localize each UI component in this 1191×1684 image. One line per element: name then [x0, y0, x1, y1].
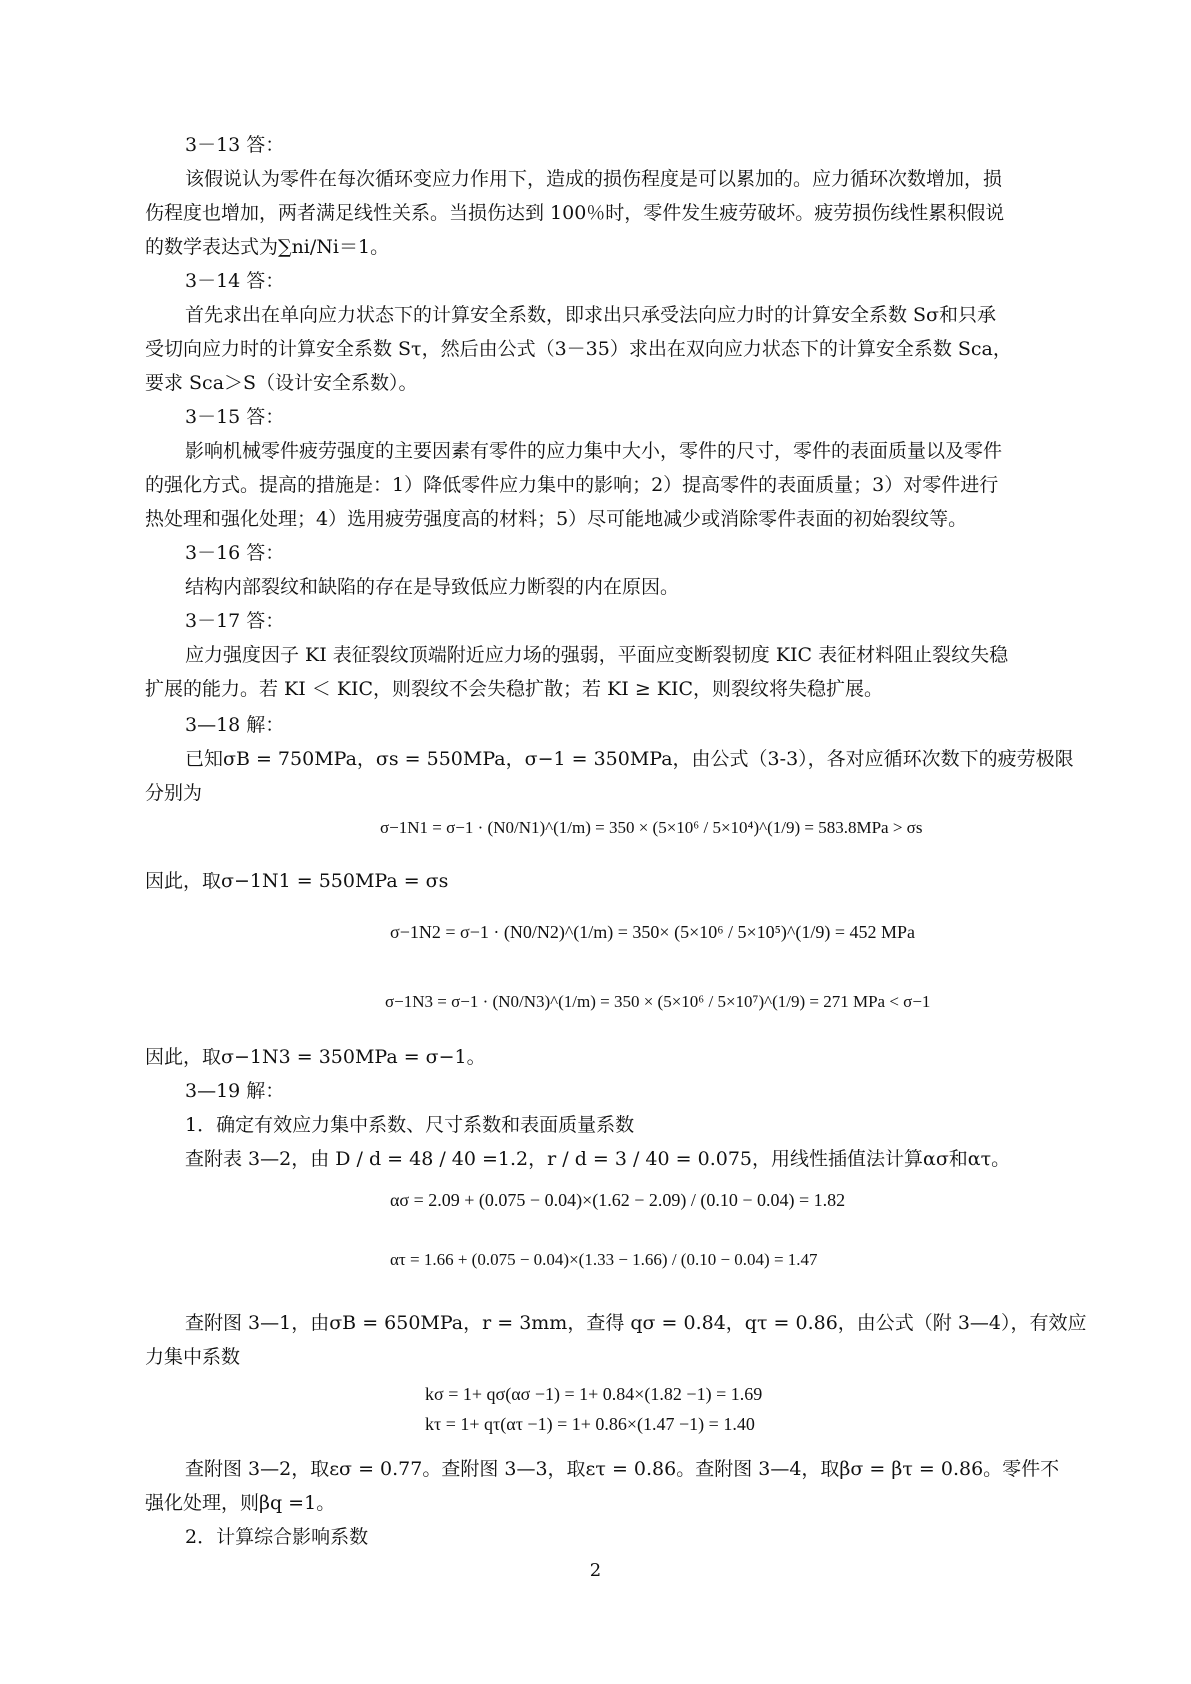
- text-line: 扩展的能力。若 KI ＜ KIC，则裂纹不会失稳扩散；若 KI ≥ KIC，则裂纹将失稳扩展。: [145, 678, 884, 700]
- text-line: 的数学表达式为∑ni/Ni＝1。: [145, 236, 390, 258]
- text-line: 力集中系数: [145, 1346, 241, 1368]
- heading-3-15: 3－15 答：: [185, 406, 285, 428]
- text-line: 要求 Sca＞S（设计安全系数）。: [145, 372, 418, 394]
- text-line: 查附图 3—1，由σB = 650MPa，r = 3mm，查得 qσ = 0.84，qτ = 0.86，由公式（附 3—4），有效应: [185, 1312, 1087, 1334]
- text-line: 查附表 3—2，由 D / d = 48 / 40 =1.2，r / d = 3 / 40 = 0.075，用线性插值法计算ασ和ατ。: [185, 1148, 1011, 1170]
- text-line: 首先求出在单向应力状态下的计算安全系数，即求出只承受法向应力时的计算安全系数 Sσ和只承: [185, 304, 997, 326]
- equation-sigma-1N2: σ−1N2 = σ−1 · (N0/N2)^(1/m) = 350× (5×10⁶ / 5×10⁵)^(1/9) = 452 MPa: [390, 922, 916, 942]
- equation-alpha-tau: ατ = 1.66 + (0.075 − 0.04)×(1.33 − 1.66) / (0.10 − 0.04) = 1.47: [390, 1250, 818, 1269]
- text-line: 强化处理，则βq =1。: [145, 1492, 336, 1514]
- heading-3-16: 3－16 答：: [185, 542, 285, 564]
- page-number: 2: [589, 1560, 602, 1581]
- text-line: 2．计算综合影响系数: [185, 1526, 369, 1548]
- text-line: 影响机械零件疲劳强度的主要因素有零件的应力集中大小，零件的尺寸，零件的表面质量以及零件: [185, 440, 1003, 462]
- equation-k-sigma: kσ = 1+ qσ(ασ −1) = 1+ 0.84×(1.82 −1) = 1.69: [425, 1384, 763, 1404]
- text-line: 分别为: [145, 782, 203, 804]
- equation-sigma-1N1: σ−1N1 = σ−1 · (N0/N1)^(1/m) = 350 × (5×10⁶ / 5×10⁴)^(1/9) = 583.8MPa > σs: [380, 818, 923, 837]
- equation-sigma-1N3: σ−1N3 = σ−1 · (N0/N3)^(1/m) = 350 × (5×10⁶ / 5×10⁷)^(1/9) = 271 MPa < σ−1: [385, 992, 931, 1011]
- heading-3-18: 3—18 解：: [185, 714, 285, 736]
- text-line: 应力强度因子 KI 表征裂纹顶端附近应力场的强弱，平面应变断裂韧度 KIC 表征材料阻止裂纹失稳: [185, 644, 1009, 666]
- text-line: 因此，取σ−1N3 = 350MPa = σ−1。: [145, 1046, 486, 1068]
- text-line: 热处理和强化处理；4）选用疲劳强度高的材料；5）尽可能地减少或消除零件表面的初始裂纹等。: [145, 508, 968, 530]
- text-line: 该假说认为零件在每次循环变应力作用下，造成的损伤程度是可以累加的。应力循环次数增加，损: [185, 168, 1003, 190]
- text-line: 查附图 3—2，取εσ = 0.77。查附图 3—3，取ετ = 0.86。查附图 3—4，取βσ = βτ = 0.86。零件不: [185, 1458, 1060, 1480]
- text-line: 的强化方式。提高的措施是：1）降低零件应力集中的影响；2）提高零件的表面质量；3）对零件进行: [145, 474, 999, 496]
- text-line: 受切向应力时的计算安全系数 Sτ，然后由公式（3－35）求出在双向应力状态下的计算安全系数 Sca，: [145, 338, 1012, 360]
- equation-alpha-sigma: ασ = 2.09 + (0.075 − 0.04)×(1.62 − 2.09) / (0.10 − 0.04) = 1.82: [390, 1190, 846, 1210]
- text-line: 结构内部裂纹和缺陷的存在是导致低应力断裂的内在原因。: [185, 576, 680, 598]
- equation-k-tau: kτ = 1+ qτ(ατ −1) = 1+ 0.86×(1.47 −1) = 1.40: [425, 1414, 755, 1434]
- text-line: 1．确定有效应力集中系数、尺寸系数和表面质量系数: [185, 1114, 635, 1136]
- text-line: 伤程度也增加，两者满足线性关系。当损伤达到 100％时，零件发生疲劳破坏。疲劳损伤线性累积假说: [145, 202, 1005, 224]
- heading-3-17: 3－17 答：: [185, 610, 285, 632]
- heading-3-13: 3－13 答：: [185, 134, 285, 156]
- heading-3-19: 3—19 解：: [185, 1080, 285, 1102]
- heading-3-14: 3－14 答：: [185, 270, 285, 292]
- text-line: 因此，取σ−1N1 = 550MPa = σs: [145, 870, 449, 892]
- text-line: 已知σB = 750MPa，σs = 550MPa，σ−1 = 350MPa，由公式（3-3），各对应循环次数下的疲劳极限: [185, 748, 1074, 770]
